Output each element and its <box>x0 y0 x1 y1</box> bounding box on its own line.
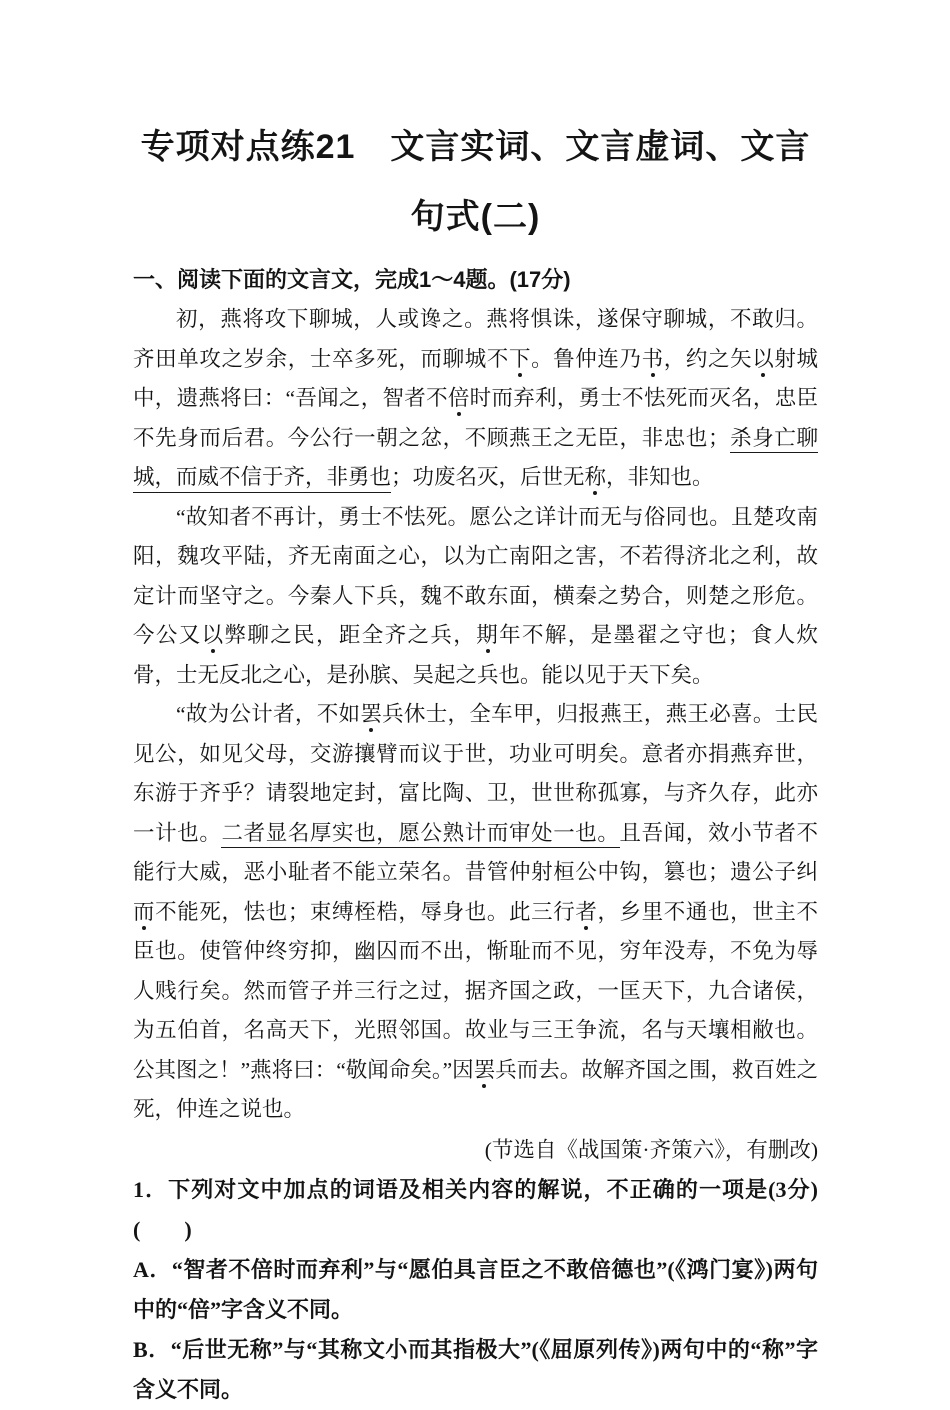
emphasized-char: 期 <box>476 623 500 647</box>
question-1-option-b <box>133 1330 818 1410</box>
passage-paragraph: “故为公计者，不如罢兵休士，全车甲，归报燕王，燕王必喜。士民见公，如见父母，交游攘臂而议于世，功业可明矣。意者亦捐燕弃世，东游于齐乎？请裂地定封，富比陶、卫，世世称孤寡，与齐久存，此亦一计也。二者显名厚实也，愿公熟计而审处一也。且吾闻，效小节者不能行大威，恶小耻者不能立荣名。昔管仲射桓公中钩，篡也；遗公子纠而不能死，怯也；束缚桎梏，辱身也。此三行者，乡里不通也，世主不臣也。使管仲终穷抑，幽囚而不出，惭耻而不见，穷年没寿，不免为辱人贱行矣。然而管子并三行之过，据齐国之政，一匡天下，九合诸侯，为五伯首，名高天下，光照邻国。故业与三王争流，名与天壤相敝也。公其图之！”燕将曰：“敬闻命矣。”因罢兵而去。故解齐国之围，救百姓之死，仲连之说也。 <box>133 702 818 1121</box>
emphasized-char: 下 <box>508 346 532 371</box>
emphasized-char: 以 <box>752 346 775 371</box>
option-b-text: “后世无称”与“其称文小而其指极大”(《屈原列传》)两句中的“称”字含义不同。 <box>133 1336 818 1402</box>
emphasized-char: 罢 <box>473 1057 496 1082</box>
emphasized-char: 以 <box>201 623 225 647</box>
emphasized-char: 倍 <box>447 386 470 410</box>
underlined-sentence: 二者显名厚实也，愿公熟计而审处一也。 <box>221 821 619 849</box>
option-b-label: B． <box>133 1336 171 1362</box>
question-1-number: 1． <box>133 1176 169 1202</box>
emphasized-char: 称 <box>584 465 607 489</box>
underlined-sentence: 杀身亡聊城，而威不信于齐，非勇也 <box>133 426 818 493</box>
emphasized-char: 者 <box>575 899 598 924</box>
question-1 <box>133 1170 818 1250</box>
passage-paragraph: “故知者不再计，勇士不怯死。愿公之详计而无与俗同也。且楚攻南阳，魏攻平陆，齐无南面之心，以为亡南阳之害，不若得济北之利，故定计而坚守之。今秦人下兵，魏不敢东面，横秦之势合，则楚之形危。今公又以弊聊之民，距全齐之兵，期年不解，是墨翟之守也；食人炊骨，士无反北之心，是孙膑、吴起之兵也。能以见于天下矣。 <box>133 504 818 687</box>
option-a-label: A． <box>133 1256 172 1282</box>
passage-source: (节选自《战国策·齐策六》，有删改) <box>484 1137 818 1162</box>
question-1-text: 下列对文中加点的词语及相关内容的解说，不正确的一项是(3分)( ) <box>133 1176 818 1242</box>
passage-paragraph: 初，燕将攻下聊城，人或谗之。燕将惧诛，遂保守聊城，不敢归。齐田单攻之岁余，士卒多死，而聊城不下。鲁仲连乃书，约之矢以射城中，遗燕将曰：“吾闻之，智者不倍时而弃利，勇士不怯死而灭名，忠臣不先身而后君。今公行一朝之忿，不顾燕王之无臣，非忠也；杀身亡聊城，而威不信于齐，非勇也；功废名灭，后世无称，非知也。 <box>133 300 818 498</box>
emphasized-char: 书 <box>641 346 664 371</box>
question-1-option-a <box>133 1250 818 1330</box>
emphasized-char: 而 <box>133 899 156 924</box>
section-heading: 一、阅读下面的文言文，完成1～4题。(17分) <box>133 267 571 292</box>
emphasized-char: 罢 <box>360 702 383 726</box>
page-title: 专项对点练21 文言实词、文言虚词、文言句式(二) <box>140 128 811 236</box>
option-a-text: “智者不倍时而弃利”与“愿伯具言臣之不敢倍德也”(《鸿门宴》)两句中的“倍”字含义不同。 <box>133 1256 819 1322</box>
